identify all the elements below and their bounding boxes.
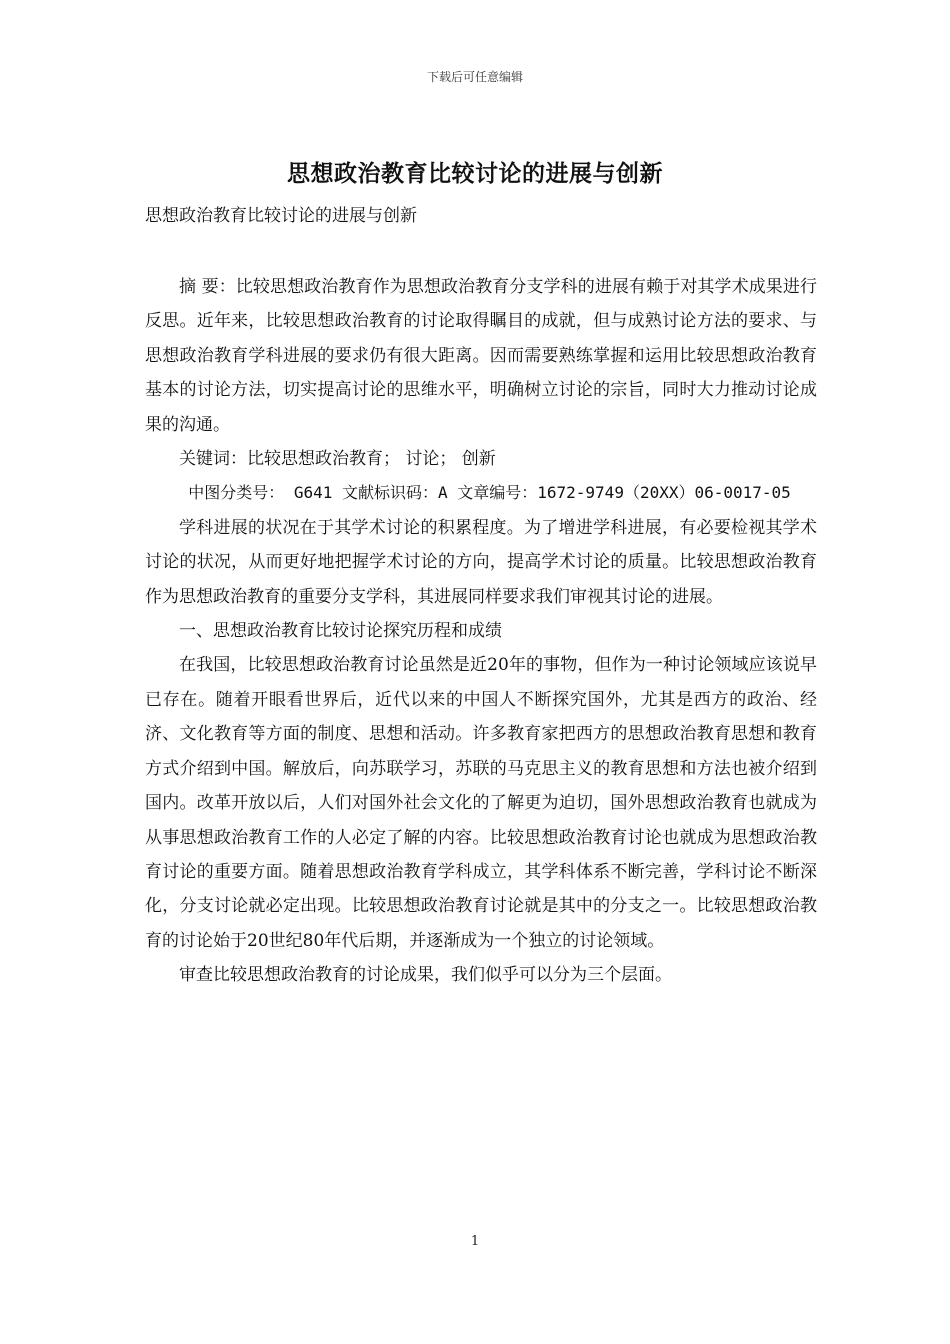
document-title: 思想政治教育比较讨论的进展与创新 — [287, 160, 663, 187]
body-paragraph: 审查比较思想政治教育的讨论成果，我们似乎可以分为三个层面。 — [179, 965, 672, 986]
body-paragraph: 在我国，比较思想政治教育讨论虽然是近20年的事物，但作为一种讨论领域应该说早已存在。随着开眼看世界后，近代以来的中国人不断探究国外，尤其是西方的政治、经济、文化教育等方面的制度、思想和活动。许多教育家把西方的思想政治教育思想和教育方式介绍到中国。解放后，向苏联学习，苏联的马克思主义的教育思想和方法也被介绍到国内。改革开放以后，人们对国外社会文化的了解更为迫切，国外思想政治教育也就成为从事思想政治教育工作的人必定了解的内容。比较思想政治教育讨论也就成为思想政治教育讨论的重要方面。随着思想政治教育学科成立，其学科体系不断完善，学科讨论不断深化，分支讨论就必定出现。比较思想政治教育讨论就是其中的分支之一。比较思想政治教育的讨论始于20世纪80年代后期，并逐渐成为一个独立的讨论领域。 — [145, 655, 817, 951]
document-body — [145, 270, 817, 993]
page-number: 1 — [470, 1234, 480, 1249]
keywords-paragraph: 关键词：比较思想政治教育； 讨论； 创新 — [179, 449, 496, 470]
classification-paragraph: 中图分类号： G641 文献标识码：A 文章编号：1672-9749（20XX）06-0017-05 — [188, 483, 791, 503]
header-note: 下载后可任意编辑 — [426, 70, 523, 84]
abstract-paragraph: 摘 要：比较思想政治教育作为思想政治教育分支学科的进展有赖于对其学术成果进行反思。近年来，比较思想政治教育的讨论取得瞩目的成就，但与成熟讨论方法的要求、与思想政治教育学科进展的要求仍有很大距离。因而需要熟练掌握和运用比较思想政治教育基本的讨论方法，切实提高讨论的思维水平，明确树立讨论的宗旨，同时大力推动讨论成果的沟通。 — [145, 277, 817, 435]
section-heading: 一、思想政治教育比较讨论探究历程和成绩 — [179, 621, 502, 642]
document-subtitle: 思想政治教育比较讨论的进展与创新 — [145, 206, 417, 226]
body-paragraph: 学科进展的状况在于其学术讨论的积累程度。为了增进学科进展，有必要检视其学术讨论的状况，从而更好地把握学术讨论的方向，提高学术讨论的质量。比较思想政治教育作为思想政治教育的重要分支学科，其进展同样要求我们审视其讨论的进展。 — [145, 517, 817, 607]
